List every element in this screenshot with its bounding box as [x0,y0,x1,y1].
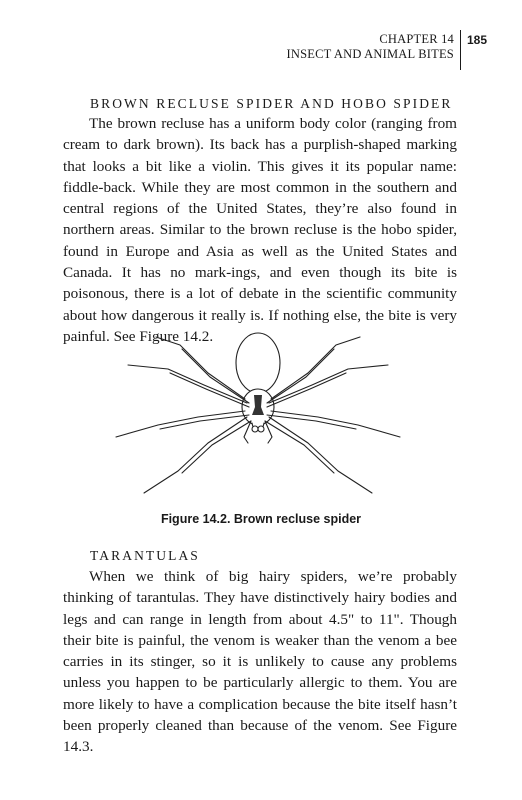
spider-illustration [108,325,408,505]
paragraph-tarantulas: When we think of big hairy spiders, we’re probably thinking of tarantulas. They have distinctively hairy bodies and legs and can range in length from about 4.5" to 11". Though their bite is painful, the venom is weaker than the venom a bee carries in its stinger, so it is unlikely to cause any problems unless you happen to be particularly allergic to them. You are more likely to have a complication because the bite itself hasn’t been properly cleaned than because of the venom. See Figure 14.3. [63,568,457,756]
section-heading-brown-recluse: BROWN RECLUSE SPIDER AND HOBO SPIDER [90,96,453,111]
chapter-label: CHAPTER 14 [379,32,454,46]
figure-caption: Figure 14.2. Brown recluse spider [160,512,362,526]
chapter-title: INSECT AND ANIMAL BITES [286,47,454,61]
running-header-text [287,30,460,62]
paragraph-brown-recluse: The brown recluse has a uniform body color (ranging from cream to dark brown). Its back has a purplish-shaped marking that looks a bit like a violin. This gives it its popular name: fiddle-back. While they are most common in the southern and central regions of the United States, they’re also found in northern areas. Similar to the brown recluse is the hobo spider, found in Europe and Asia as well as the United States and Canada. It has no mark-ings, and even though its bite is poisonous, there is a lot of debate in the scientific community about how dangerous it really is. If nothing else, the bite is very painful. See Figure 14.2. [63,115,457,345]
page-number: 185 [466,33,487,47]
running-header [287,30,488,70]
section-heading-tarantulas: TARANTULAS [90,548,200,563]
